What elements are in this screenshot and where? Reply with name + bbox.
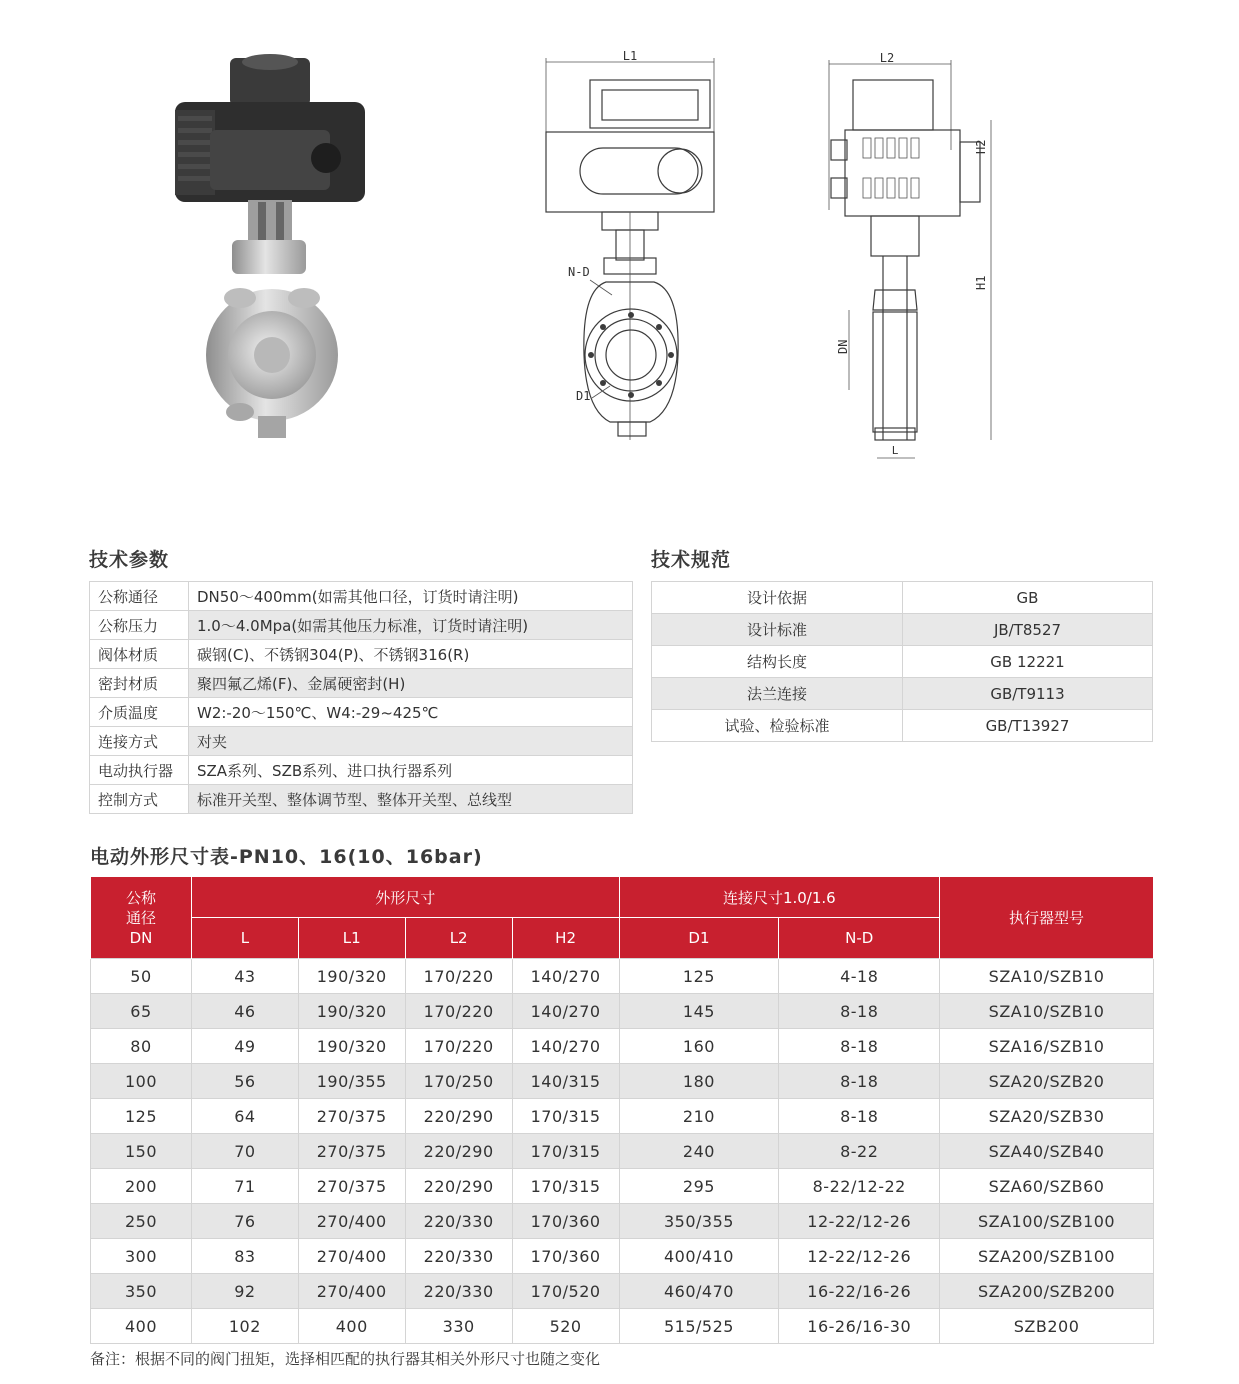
cell-l: 70 [191,1134,298,1169]
cell-l1: 190/320 [298,1029,405,1064]
param-value: DN50～400mm(如需其他口径，订货时请注明) [189,582,633,611]
table-row [90,727,633,756]
cell-actuator: SZA40/SZB40 [940,1134,1154,1169]
cell-dn: 80 [91,1029,192,1064]
cell-l: 46 [191,994,298,1029]
cell-l2: 220/330 [405,1204,512,1239]
table-row [91,1204,1154,1239]
standard-value: GB/T13927 [903,710,1153,742]
cell-actuator: SZA20/SZB30 [940,1099,1154,1134]
cell-actuator: SZA10/SZB10 [940,994,1154,1029]
cell-l2: 170/220 [405,1029,512,1064]
param-value: 聚四氟乙烯(F)、金属硬密封(H) [189,669,633,698]
table-row [652,582,1153,614]
cell-dn: 125 [91,1099,192,1134]
header-dn [91,877,192,959]
front-view-drawing [540,50,720,445]
table-row [91,1169,1154,1204]
header-d1: D1 [619,918,779,959]
header-h2: H2 [512,918,619,959]
table-row [91,1099,1154,1134]
cell-h2: 170/315 [512,1134,619,1169]
tech-params-title: 技术参数 [89,549,170,571]
param-label: 控制方式 [90,785,189,814]
dimensions-body [91,959,1154,1344]
cell-h2: 140/270 [512,1029,619,1064]
cell-dn: 300 [91,1239,192,1274]
cell-l2: 170/220 [405,959,512,994]
cell-d1: 145 [619,994,779,1029]
table-row [652,710,1153,742]
table-row [90,611,633,640]
cell-l1: 270/400 [298,1239,405,1274]
cell-nd: 8-18 [779,994,940,1029]
cell-l1: 270/375 [298,1134,405,1169]
cell-nd: 16-26/16-30 [779,1309,940,1344]
param-value: 碳钢(C)、不锈钢304(P)、不锈钢316(R) [189,640,633,669]
table-row [91,959,1154,994]
table-row [90,756,633,785]
cell-l2: 220/290 [405,1169,512,1204]
label-l1: L1 [622,50,638,63]
cell-l1: 270/400 [298,1204,405,1239]
cell-d1: 400/410 [619,1239,779,1274]
tech-params-table [89,581,633,814]
param-label: 阀体材质 [90,640,189,669]
table-row [91,994,1154,1029]
cell-actuator: SZA200/SZB200 [940,1274,1154,1309]
param-label: 介质温度 [90,698,189,727]
param-label: 公称通径 [90,582,189,611]
cell-dn: 250 [91,1204,192,1239]
standard-value: JB/T8527 [903,614,1153,646]
table-row [91,1309,1154,1344]
cell-dn: 100 [91,1064,192,1099]
cell-l: 71 [191,1169,298,1204]
cell-h2: 140/270 [512,959,619,994]
cell-l2: 170/220 [405,994,512,1029]
cell-h2: 170/360 [512,1239,619,1274]
valve-product-photo [160,50,380,450]
header-connect: 连接尺寸1.0/1.6 [619,877,940,918]
param-value: SZA系列、SZB系列、进口执行器系列 [189,756,633,785]
cell-actuator: SZA60/SZB60 [940,1169,1154,1204]
param-label: 公称压力 [90,611,189,640]
header-l2: L2 [405,918,512,959]
label-h2: H2 [974,139,988,154]
table-row [91,1134,1154,1169]
dimensions-title: 电动外形尺寸表-PN10、16(10、16bar) [90,846,483,868]
cell-d1: 350/355 [619,1204,779,1239]
cell-h2: 140/270 [512,994,619,1029]
table-row [90,698,633,727]
cell-l2: 220/290 [405,1099,512,1134]
param-label: 密封材质 [90,669,189,698]
table-row [90,582,633,611]
table-row [652,614,1153,646]
cell-l1: 270/375 [298,1169,405,1204]
table-row [652,646,1153,678]
cell-actuator: SZA16/SZB10 [940,1029,1154,1064]
standard-value: GB [903,582,1153,614]
tech-standards-table [651,581,1153,742]
header-actuator: 执行器型号 [940,877,1154,959]
cell-h2: 520 [512,1309,619,1344]
cell-nd: 8-18 [779,1064,940,1099]
label-dn: DN [836,339,850,354]
cell-d1: 460/470 [619,1274,779,1309]
cell-dn: 65 [91,994,192,1029]
cell-l: 43 [191,959,298,994]
cell-d1: 210 [619,1099,779,1134]
param-value: W2:-20～150℃、W4:-29~425℃ [189,698,633,727]
cell-h2: 170/315 [512,1099,619,1134]
table-row [91,1239,1154,1274]
header-l: L [191,918,298,959]
cell-l1: 190/320 [298,959,405,994]
cell-nd: 8-18 [779,1099,940,1134]
table-row [91,1029,1154,1064]
dimensions-table [90,877,1154,1344]
cell-l1: 190/355 [298,1064,405,1099]
table-row [91,1274,1154,1309]
table-row [91,1064,1154,1099]
footnote: 备注：根据不同的阀门扭矩，选择相匹配的执行器其相关外形尺寸也随之变化 [90,1350,601,1368]
cell-l: 83 [191,1239,298,1274]
cell-d1: 515/525 [619,1309,779,1344]
cell-l2: 220/290 [405,1134,512,1169]
cell-h2: 170/360 [512,1204,619,1239]
cell-l2: 170/250 [405,1064,512,1099]
cell-nd: 12-22/12-26 [779,1239,940,1274]
standard-value: GB/T9113 [903,678,1153,710]
header-l1: L1 [298,918,405,959]
cell-actuator: SZA200/SZB100 [940,1239,1154,1274]
label-d1: D1 [576,389,591,403]
cell-d1: 295 [619,1169,779,1204]
cell-nd: 12-22/12-26 [779,1204,940,1239]
cell-nd: 8-22 [779,1134,940,1169]
header-nd: N-D [779,918,940,959]
cell-dn: 200 [91,1169,192,1204]
table-row [90,785,633,814]
side-view-drawing [825,50,1000,465]
tech-standards-title: 技术规范 [651,549,732,571]
cell-l2: 220/330 [405,1274,512,1309]
cell-nd: 8-18 [779,1029,940,1064]
standard-label: 结构长度 [652,646,903,678]
standard-label: 试验、检验标准 [652,710,903,742]
header-dn-label: 公称通径DN [125,888,156,947]
cell-d1: 180 [619,1064,779,1099]
cell-dn: 350 [91,1274,192,1309]
standard-label: 设计依据 [652,582,903,614]
cell-actuator: SZA20/SZB20 [940,1064,1154,1099]
cell-nd: 4-18 [779,959,940,994]
cell-l2: 220/330 [405,1239,512,1274]
cell-actuator: SZB200 [940,1309,1154,1344]
cell-d1: 160 [619,1029,779,1064]
param-label: 电动执行器 [90,756,189,785]
cell-l: 76 [191,1204,298,1239]
cell-l2: 330 [405,1309,512,1344]
standard-label: 设计标准 [652,614,903,646]
header-outer: 外形尺寸 [191,877,619,918]
cell-actuator: SZA10/SZB10 [940,959,1154,994]
cell-l: 56 [191,1064,298,1099]
cell-d1: 240 [619,1134,779,1169]
table-row [90,640,633,669]
cell-h2: 170/315 [512,1169,619,1204]
cell-l: 64 [191,1099,298,1134]
param-label: 连接方式 [90,727,189,756]
param-value: 标准开关型、整体调节型、整体开关型、总线型 [189,785,633,814]
cell-l: 49 [191,1029,298,1064]
cell-l: 102 [191,1309,298,1344]
cell-dn: 400 [91,1309,192,1344]
cell-l1: 400 [298,1309,405,1344]
param-value: 对夹 [189,727,633,756]
cell-l1: 270/400 [298,1274,405,1309]
table-row [90,669,633,698]
cell-actuator: SZA100/SZB100 [940,1204,1154,1239]
standard-label: 法兰连接 [652,678,903,710]
standard-value: GB 12221 [903,646,1153,678]
cell-nd: 8-22/12-22 [779,1169,940,1204]
cell-dn: 50 [91,959,192,994]
cell-dn: 150 [91,1134,192,1169]
cell-h2: 140/315 [512,1064,619,1099]
label-l2: L2 [879,51,895,65]
label-h1: H1 [974,275,988,290]
cell-h2: 170/520 [512,1274,619,1309]
label-nd: N-D [568,265,590,279]
label-l: L [891,444,899,457]
param-value: 1.0～4.0Mpa(如需其他压力标准，订货时请注明) [189,611,633,640]
cell-l1: 190/320 [298,994,405,1029]
cell-d1: 125 [619,959,779,994]
cell-nd: 16-22/16-26 [779,1274,940,1309]
cell-l1: 270/375 [298,1099,405,1134]
table-row [652,678,1153,710]
cell-l: 92 [191,1274,298,1309]
